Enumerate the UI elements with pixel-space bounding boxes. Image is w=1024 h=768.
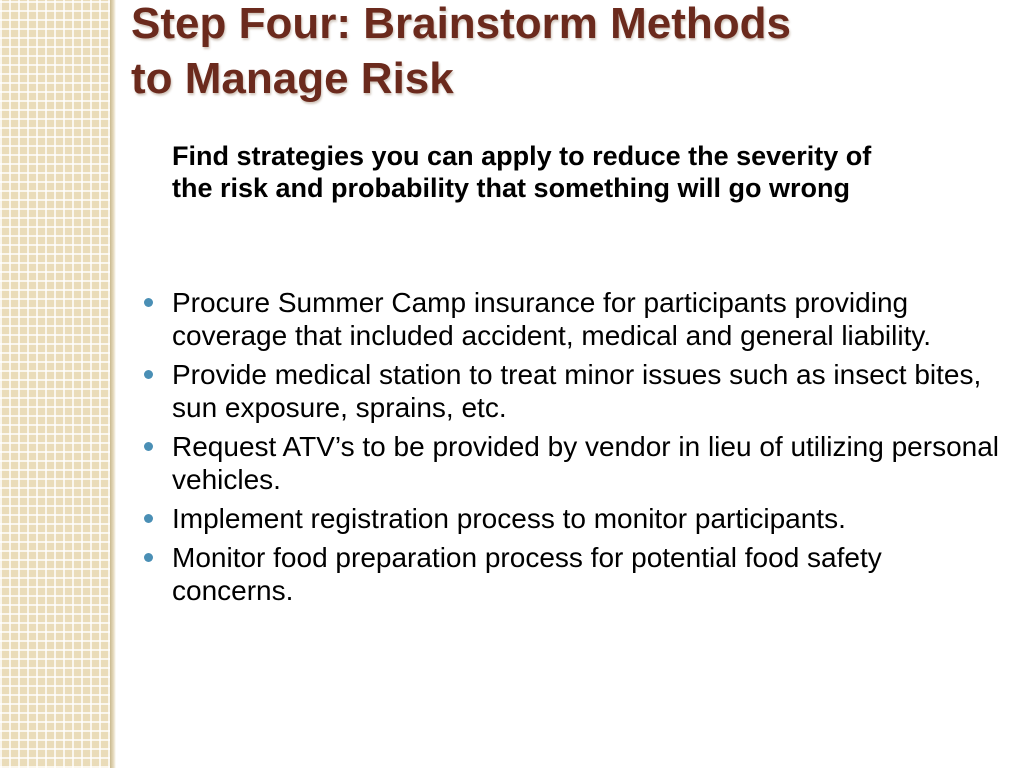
bullet-text: Procure Summer Camp insurance for participants providing coverage that included accident, medical and general liability. — [172, 287, 932, 351]
slide-title-line-1: Step Four: Brainstorm Methods — [131, 0, 792, 48]
bullet-dot-icon — [144, 553, 153, 562]
bullet-dot-icon — [144, 514, 153, 523]
bullet-item — [140, 502, 1000, 535]
bullet-dot-icon — [144, 442, 153, 451]
bullet-dot-icon — [144, 298, 153, 307]
bullet-item — [140, 430, 1000, 496]
bullet-dot-icon — [144, 370, 153, 379]
bullet-text: Monitor food preparation process for potential food safety concerns. — [172, 542, 882, 606]
bullet-text: Implement registration process to monitor participants. — [172, 503, 846, 534]
slide-title-line-2: to Manage Risk — [131, 54, 454, 103]
intro-text: Find strategies you can apply to reduce the severity of the risk and probability that something will go wrong — [172, 141, 872, 203]
bullet-text: Request ATV’s to be provided by vendor in lieu of utilizing personal vehicles. — [172, 431, 1000, 495]
side-band-shadow — [110, 0, 116, 768]
bullet-item — [140, 541, 1000, 607]
slide-title — [131, 0, 991, 106]
bullet-text: Provide medical station to treat minor issues such as insect bites, sun exposure, sprains, etc. — [172, 359, 982, 423]
bullet-list — [140, 286, 1000, 613]
decorative-side-band — [0, 0, 110, 768]
bullet-item — [140, 358, 1000, 424]
bullet-item — [140, 286, 1000, 352]
